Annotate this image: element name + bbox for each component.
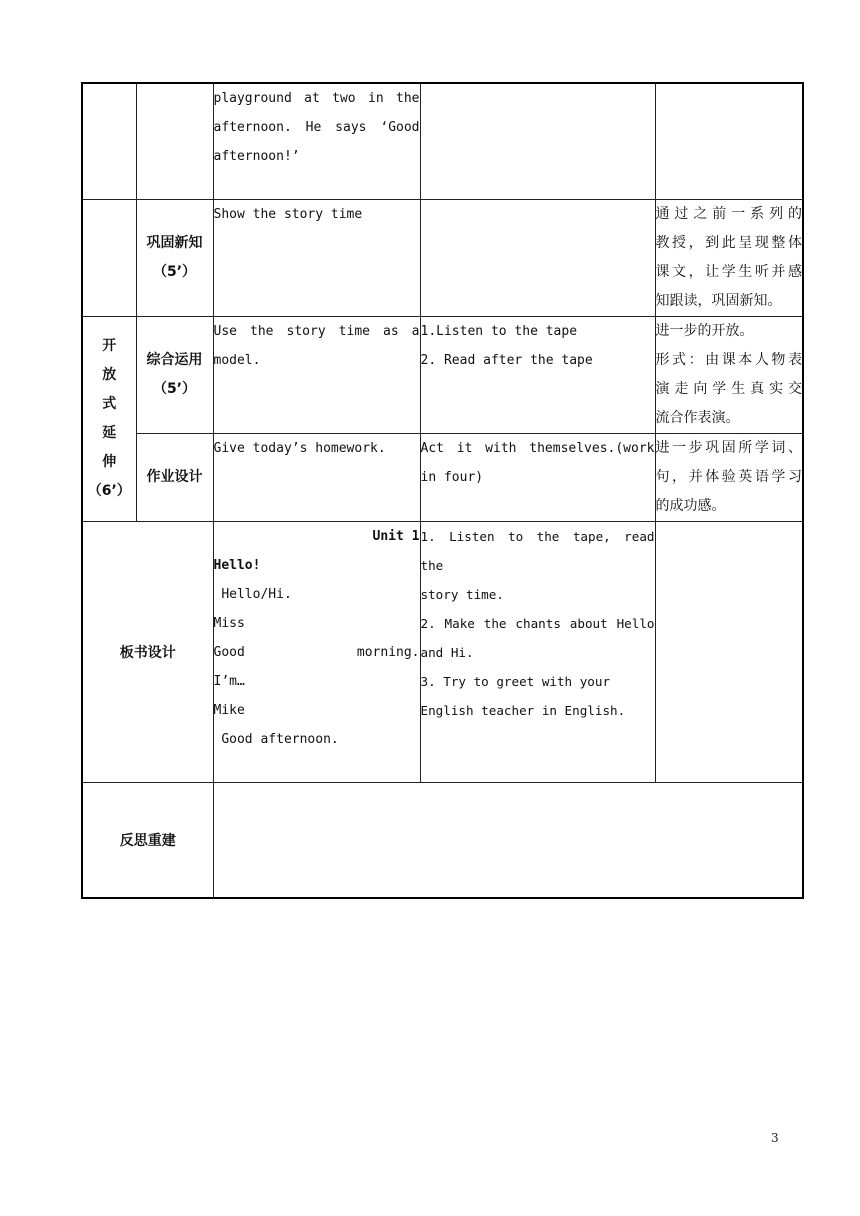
content-cell [213,83,420,199]
table-row [82,433,803,521]
content-line: afternoon!’ [213,149,300,164]
table-row [82,316,803,433]
content-line: playground at two in the [213,91,420,106]
activity-cell [420,433,655,521]
stage-time: （6’） [87,482,131,499]
homework-line: 3. Try to greet with your [420,673,611,689]
note-line: 课文，让学生听并感 [655,263,802,280]
note-cell [655,433,803,521]
stage-cell-empty [82,83,136,199]
activity-cell-empty [420,199,655,316]
stage-cell [82,316,136,521]
activity-line: Act it with themselves.(work [420,440,655,456]
step-time: （5’） [152,380,197,397]
table-row [82,521,803,782]
note-line: 通过之前一系列的 [655,205,802,222]
stage-char: 延 [102,424,117,441]
reflection-content-cell [213,782,803,898]
step-cell-empty [136,83,213,199]
board-title-line: Hello! [213,557,261,573]
activity-line: 2. Read after the tape [420,352,593,368]
step-time: （5’） [152,263,197,280]
step-label: 综合运用 [146,351,203,368]
step-label: 作业设计 [146,468,203,485]
note-line: 进一步的开放。 [655,322,754,339]
note-line: 形式：由课本人物表 [655,351,802,368]
note-line: 教授，到此呈现整体 [655,234,802,251]
board-line: Miss [213,615,245,631]
note-cell [655,199,803,316]
reflection-label: 反思重建 [119,832,176,849]
board-line: Hello/Hi. [213,586,292,602]
stage-char: 伸 [102,453,117,470]
board-label-cell [82,521,213,782]
step-cell [136,316,213,433]
note-line: 句，并体验英语学习 [655,468,802,485]
content-cell [213,199,420,316]
table-row [82,199,803,316]
board-line: Mike [213,702,245,718]
stage-char: 放 [102,366,117,383]
homework-line: and Hi. [420,644,474,660]
board-line: Good afternoon. [213,731,339,747]
activity-line: 1.Listen to the tape [420,323,578,339]
homework-line: English teacher in English. [420,702,626,718]
board-label: 板书设计 [119,644,176,661]
activity-line: in four) [420,469,484,485]
step-label: 巩固新知 [146,234,203,251]
homework-line: story time. [420,586,504,602]
board-line: Good morning. [213,644,420,660]
stage-char: 式 [102,395,117,412]
table-row [82,782,803,898]
content-text: Show the story time [213,206,363,222]
note-line: 演走向学生真实交 [655,380,802,397]
stage-char: 开 [102,337,117,354]
step-cell [136,199,213,316]
content-line: model. [213,352,261,368]
homework-line: 1. Listen to the tape, read the [420,528,655,573]
reflection-label-cell [82,782,213,898]
note-line: 进一步巩固所学词、 [655,439,802,456]
stage-cell-empty [82,199,136,316]
homework-line: 2. Make the chants about Hello [420,615,655,631]
content-line: afternoon. He says ‘Good [213,120,420,135]
step-cell [136,433,213,521]
note-line: 知跟读，巩固新知。 [655,292,782,309]
note-line: 流合作表演。 [655,409,740,426]
table-row [82,83,803,199]
page-number: 3 [771,1131,779,1145]
board-note-cell-empty [655,521,803,782]
content-line: Use the story time as a [213,323,420,339]
activity-cell-empty [420,83,655,199]
board-unit-line: Unit 1 [372,528,420,544]
note-cell-empty [655,83,803,199]
content-cell [213,433,420,521]
activity-cell [420,316,655,433]
board-content-cell [213,521,420,782]
content-text: Give today’s homework. [213,440,386,456]
note-line: 的成功感。 [655,497,726,514]
lesson-plan-table [81,82,804,899]
board-homework-cell [420,521,655,782]
note-cell [655,316,803,433]
content-cell [213,316,420,433]
board-line: I’m… [213,673,245,689]
